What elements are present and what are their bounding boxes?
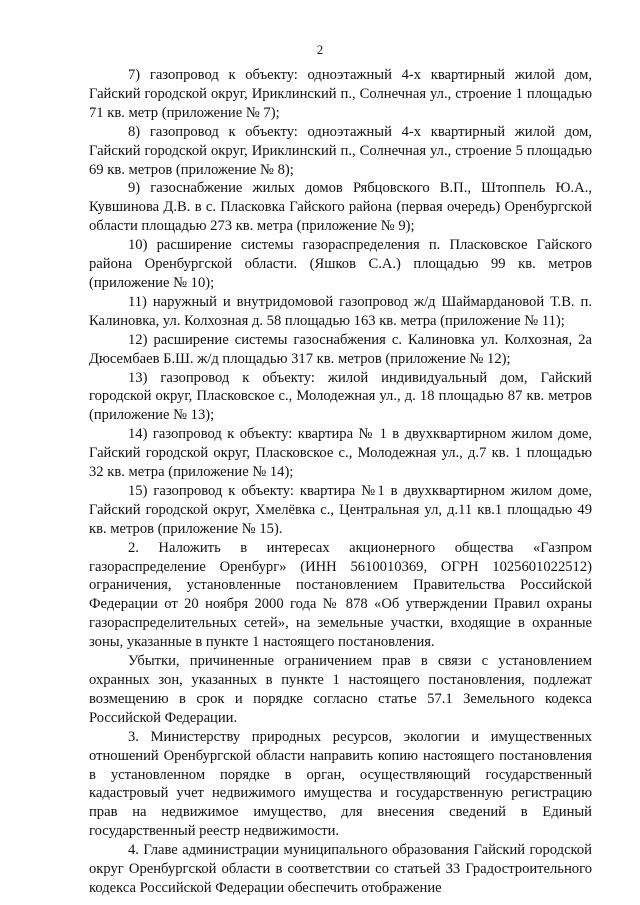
paragraph-item-8: 8) газопровод к объекту: одноэтажный 4-х квартирный жилой дом, Гайский городской округ, Ириклинский п., Солнечная ул., строение 5 площадью 69 кв. метров (приложение № 8); — [89, 123, 592, 178]
paragraph-clause-4: 4. Главе администрации муниципального образования Гайский городской округ Оренбургской области в соответствии со статьей 33 Градостроительного кодекса Российской Федерации обеспечить отображение — [89, 842, 592, 896]
document-body — [89, 66, 592, 898]
page-number: 2 — [316, 42, 324, 57]
paragraph-clause-2: 2. Наложить в интересах акционерного общества «Газпром газораспределение Оренбург» (ИНН 5610010369, ОГРН 1025601022512) ограничения, установленные постановлением Правительства Российской Федерации от 20 ноября 2000 года № 878 «Об утверждении Правил охраны газораспределительных сетей», на земельные участки, входящие в охранные зоны, указанные в пункте 1 настоящего постановления. — [89, 539, 592, 651]
paragraph-item-10: 10) расширение системы газораспределения п. Пласковское Гайского района Оренбургской области. (Яшков С.А.) площадью 99 кв. метров (приложение № 10); — [89, 237, 592, 291]
paragraph-item-7: 7) газопровод к объекту: одноэтажный 4-х квартирный жилой дом, Гайский городской округ, Ириклинский п., Солнечная ул., строение 1 площадью 71 кв. метр (приложение № 7); — [89, 67, 592, 121]
paragraph-clause-3: 3. Министерству природных ресурсов, экологии и имущественных отношений Оренбургской области направить копию настоящего постановления в установленном порядке в орган, осуществляющий государственный кадастровый учет недвижимого имущества и государственную регистрацию прав на недвижимое имущество, для внесения сведений в Единый государственный реестр недвижимости. — [89, 728, 592, 840]
paragraph-item-15: 15) газопровод к объекту: квартира №1 в двухквартирном жилом доме, Гайский городской округ, Хмелёвка с., Центральная ул, д.11 кв.1 площадью 49 кв. метров (приложение № 15). — [89, 482, 592, 537]
paragraph-item-12: 12) расширение системы газоснабжения с. Калиновка ул. Колхозная, 2а Дюсембаев Б.Ш. ж/д площадью 317 кв. метров (приложение № 12); — [89, 331, 592, 367]
paragraph-losses: Убытки, причиненные ограничением прав в связи с установлением охранных зон, указанных в пункте 1 настоящего постановления, подлежат возмещению в срок и порядке согласно статье 57.1 Земельного кодекса Российской Федерации. — [89, 653, 592, 726]
paragraph-item-11: 11) наружный и внутридомовой газопровод ж/д Шаймардановой Т.В. п. Калиновка, ул. Колхозная д. 58 площадью 163 кв. метра (приложение № 11); — [89, 293, 592, 329]
paragraph-item-14: 14) газопровод к объекту: квартира № 1 в двухквартирном жилом доме, Гайский городской округ, Пласковское с., Молодежная ул., д.7 кв. 1 площадью 32 кв. метра (приложение № 14); — [89, 426, 592, 481]
paragraph-item-13: 13) газопровод к объекту: жилой индивидуальный дом, Гайский городской округ, Пласковское с., Молодежная ул., д. 18 площадью 87 кв. метров (приложение № 13); — [89, 369, 592, 424]
paragraph-item-9: 9) газоснабжение жилых домов Рябцовского В.П., Штоппель Ю.А., Кувшинова Д.В. в с. Пласковка Гайского района (первая очередь) Оренбургской области площадью 273 кв. метра (приложение № 9); — [89, 180, 592, 235]
